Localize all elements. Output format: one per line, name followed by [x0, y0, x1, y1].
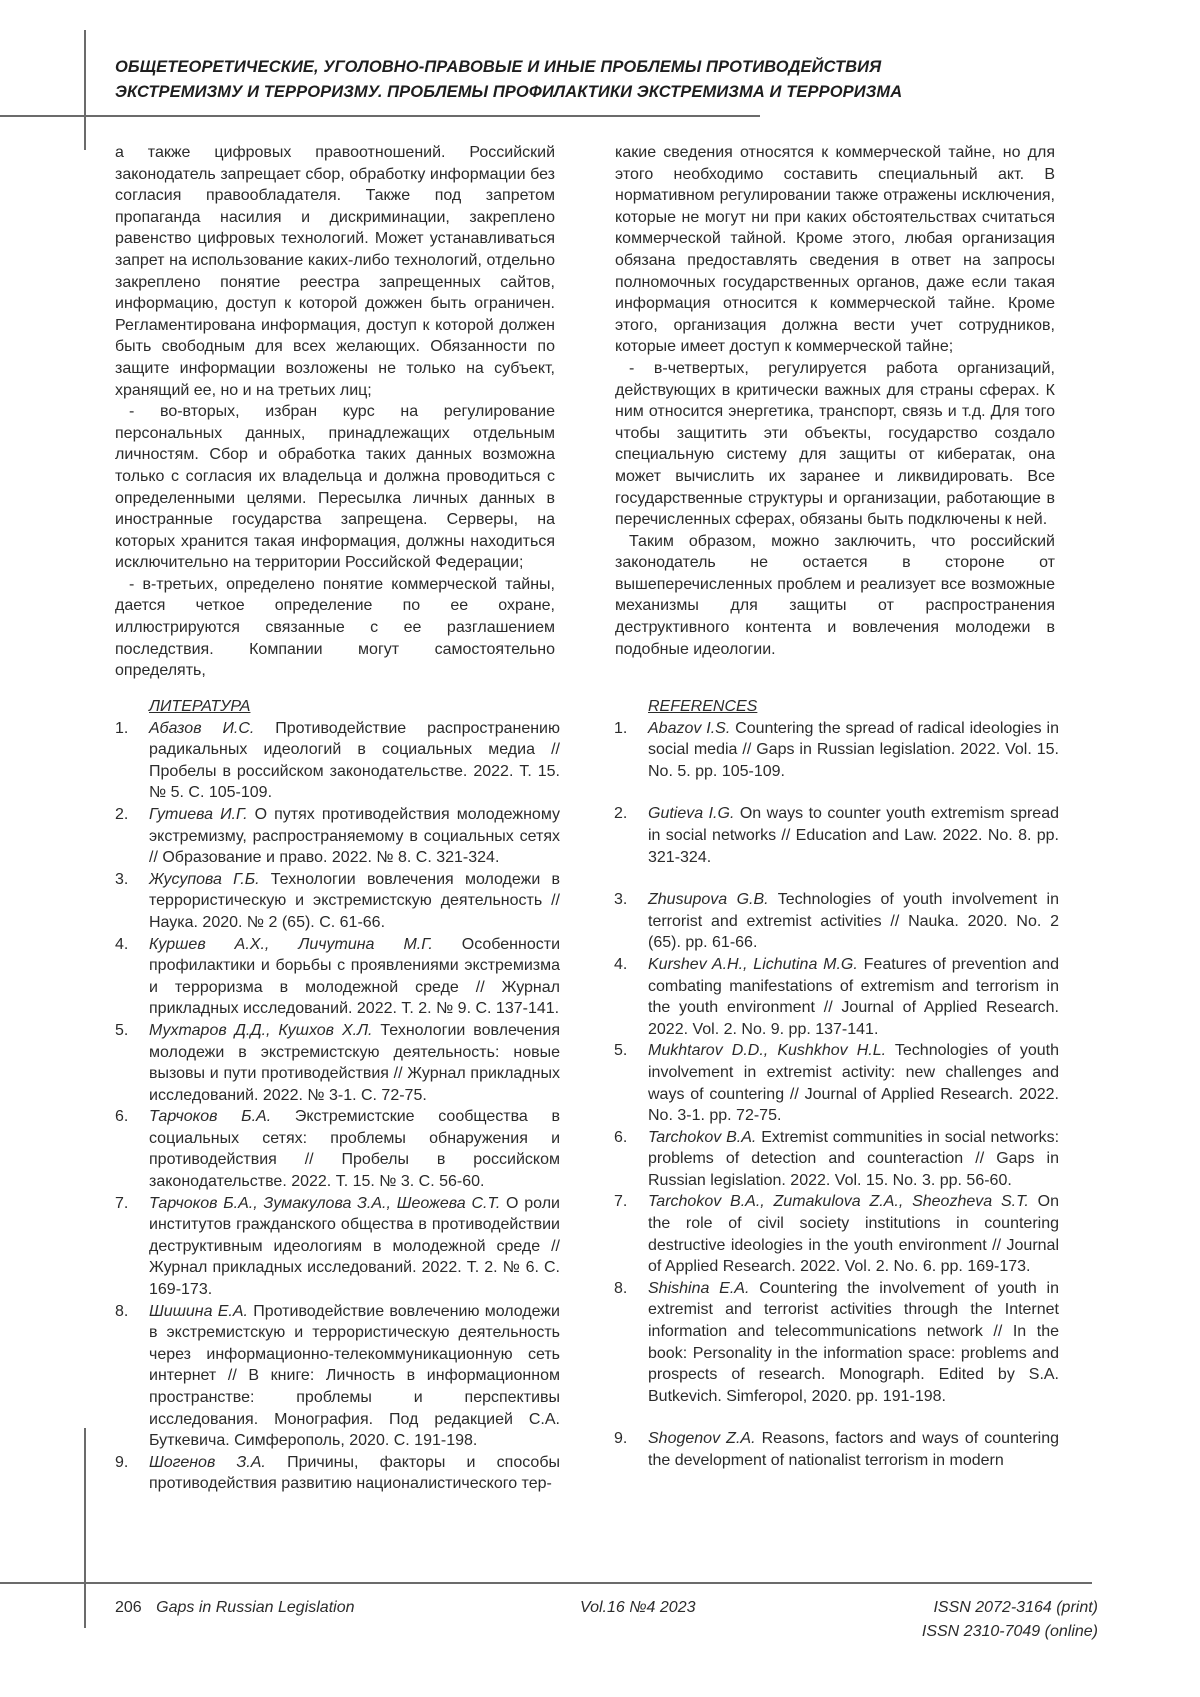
literature-item: 6. Тарчоков Б.А. Экстремистские сообщества в социальных сетях: проблемы обнаружения и противодействия // Пробелы в российском законодательстве. 2022. Т. 15. № 3. С. 56-60. — [115, 1108, 561, 1191]
issn-online: ISSN 2310-7049 (online) — [921, 1623, 1098, 1640]
literature-item: 4. Куршев А.Х., Личутина М.Г. Особенности профилактики и борьбы с проявлениями экстремизма и терроризма в молодежной среде // Журнал прикладных исследований. 2022. Т. 2. № 9. С. 137-141. — [115, 935, 561, 1018]
running-header-line-2: ЭКСТРЕМИЗМУ И ТЕРРОРИЗМУ. ПРОБЛЕМЫ ПРОФИЛАКТИКИ ЭКСТРЕМИЗМА И ТЕРРОРИЗМА — [115, 83, 903, 101]
reference-item: 9. Shogenov Z.A. Reasons, factors and ways of countering the development of nationalist terrorism in modern — [614, 1430, 1059, 1469]
body-paragraph: какие сведения относятся к коммерческой тайне, но для этого необходимо составить специальный акт. В нормативном регулировании также отражены исключения, которые не могут ни при каких обстоятельствах считаться коммерческой тайной. Кроме этого, любая организация обязана предоставлять сведения в ответ на запросы полномочных государственных органов, даже если такая информация относится к коммерческой тайне. Кроме этого, организация должна вести учет сотрудников, которые имеет доступ к коммерческой тайне; — [615, 144, 1055, 356]
reference-item: 5. Mukhtarov D.D., Kushkhov H.L. Technologies of youth involvement in extremist activity: new challenges and ways of countering // Journal of Applied Research. 2022. No. 3-1. pp. 72-75. — [614, 1042, 1059, 1125]
page-number: 206 — [115, 1599, 142, 1616]
literature-item: 5. Мухтаров Д.Д., Кушхов Х.Л. Технологии вовлечения молодежи в экстремистскую деятельность: новые вызовы и пути противодействия // Журнал прикладных исследований. 2022. № 3-1. С. 72-75. — [115, 1021, 560, 1104]
reference-item: 1. Abazov I.S. Countering the spread of radical ideologies in social media // Gaps in Russian legislation. 2022. Vol. 15. No. 5. pp. 105-109. — [614, 719, 1059, 780]
literature-item: 9. Шогенов З.А. Причины, факторы и способы противодействия развитию националистического тер- — [115, 1453, 560, 1493]
footer-vertical-rule — [84, 1428, 86, 1628]
footer-left — [115, 1596, 355, 1620]
body-paragraph: а также цифровых правоотношений. Российский законодатель запрещает сбор, обработку информации без согласия правообладателя. Также под запретом пропаганда насилия и дискриминации, закреплено равенство цифровых технологий. Может устанавливаться запрет на использование каких-либо технологий, отдельно закреплено понятие реестра запрещенных сайтов, информацию, доступ к которой дожжен быть ограничен. Регламентирована информация, доступ к которой должен быть свободным для всех желающих. Обязанности по защите информации возложены не только на субъект, хранящий ее, но и на третьих лиц; — [115, 144, 555, 399]
running-header — [115, 55, 1115, 105]
body-paragraph: Таким образом, можно заключить, что российский законодатель не остается в стороне от вышеперечисленных проблем и реализует все возможные механизмы для защиты от распространения деструктивного контента и вовлечения молодежи в подобные идеологии. — [615, 532, 1055, 658]
body-paragraph: - во-вторых, избран курс на регулирование персональных данных, принадлежащих отдельным личностям. Сбор и обработка таких данных возможна только с согласия их владельца и должна проводиться с определенными целями. Пересылка личных данных в иностранные государства запрещена. Серверы, на которых хранится такая информация, должны находиться исключительно на территории Российской Федерации; — [115, 403, 555, 572]
literature-item: 7. Тарчоков Б.А., Зумакулова З.А., Шеожева С.Т. О роли институтов гражданского общества в противодействии деструктивным идеологиям в молодежной среде // Журнал прикладных исследований. 2022. Т. 2. № 6. С. 169-173. — [115, 1194, 560, 1299]
footer-issn — [880, 1596, 1098, 1644]
literature-item: 8. Шишина Е.А. Противодействие вовлечению молодежи в экстремистскую и террористическую деятельность через информационно-телекоммуникационную сеть интернет // В книге: Личность в информационном пространстве: проблемы и перспективы исследования. Монография. Под редакцией С.А. Буткевича. Симферополь, 2020. С. 191-198. — [115, 1302, 560, 1450]
body-paragraph: - в-третьих, определено понятие коммерческой тайны, дается четкое определение по ее охране, иллюстрируются связанные с ее разглашением последствия. Компании могут самостоятельно определять, — [115, 575, 555, 680]
literature-item: 3. Жусупова Г.Б. Технологии вовлечения молодежи в террористическую и экстремистскую деятельность // Наука. 2020. № 2 (65). С. 61-66. — [115, 870, 560, 931]
reference-item: 8. Shishina E.A. Countering the involvement of youth in extremist and terrorist activities through the Internet information and telecommunications network // In the book: Personality in the information space: problems and prospects of research. Monograph. Edited by S.A. Butkevich. Simferopol, 2020. pp. 191-198. — [614, 1279, 1059, 1405]
literature-item: 1. Абазов И.С. Противодействие распространению радикальных идеологий в социальных медиа // Пробелы в российском законодательстве. 2022. Т. 15. № 5. С. 105-109. — [115, 719, 560, 802]
header-vertical-rule — [84, 30, 86, 150]
literature-title: ЛИТЕРАТУРА — [149, 698, 251, 715]
references-title: REFERENCES — [648, 698, 758, 715]
running-header-line-1: ОБЩЕТЕОРЕТИЧЕСКИЕ, УГОЛОВНО-ПРАВОВЫЕ И ИНЫЕ ПРОБЛЕМЫ ПРОТИВОДЕЙСТВИЯ — [115, 58, 882, 76]
footer-horizontal-rule — [0, 1582, 1092, 1584]
footer-issue: Vol.16 №4 2023 — [580, 1599, 696, 1616]
body-paragraph: - в-четвертых, регулируется работа организаций, действующих в критически важных для страны сферах. К ним относится энергетика, транспорт, связь и т.д. Для того чтобы защитить эти объекты, государство создало специальную систему для защиты от кибератак, она может вычислить их заранее и ликвидировать. Все государственные структуры и организации, работающие в перечисленных сферах, обязаны быть подключены к ней. — [615, 359, 1055, 529]
reference-item: 7. Tarchokov B.A., Zumakulova Z.A., Sheozheva S.T. On the role of civil society institutions in countering destructive ideologies in the youth environment // Journal of Applied Research. 2022. Vol. 2. No. 6. pp. 169-173. — [614, 1193, 1059, 1276]
reference-item: 3. Zhusupova G.B. Technologies of youth involvement in terrorist and extremist activities // Nauka. 2020. No. 2 (65). pp. 61-66. — [614, 891, 1059, 952]
header-horizontal-rule — [0, 115, 760, 117]
reference-item: 4. Kurshev A.H., Lichutina M.G. Features of prevention and combating manifestations of extremism and terrorism in the youth environment // Journal of Applied Research. 2022. Vol. 2. No. 9. pp. 137-141. — [614, 955, 1059, 1038]
body-column-left — [115, 142, 555, 682]
reference-item: 6. Tarchokov B.A. Extremist communities in social networks: problems of detection and counteraction // Gaps in Russian legislation. 2022. Vol. 15. No. 3. pp. 56-60. — [614, 1128, 1060, 1189]
literature-list — [115, 696, 560, 1495]
issn-print: ISSN 2072-3164 (print) — [933, 1599, 1098, 1616]
body-column-right — [615, 142, 1055, 660]
references-list — [614, 696, 1059, 1472]
reference-item: 2. Gutieva I.G. On ways to counter youth extremism spread in social networks // Education and Law. 2022. No. 8. pp. 321-324. — [614, 805, 1059, 866]
literature-item: 2. Гутиева И.Г. О путях противодействия молодежному экстремизму, распространяемому в социальных сетях // Образование и право. 2022. № 8. С. 321-324. — [115, 805, 561, 867]
journal-name: Gaps in Russian Legislation — [156, 1599, 355, 1616]
